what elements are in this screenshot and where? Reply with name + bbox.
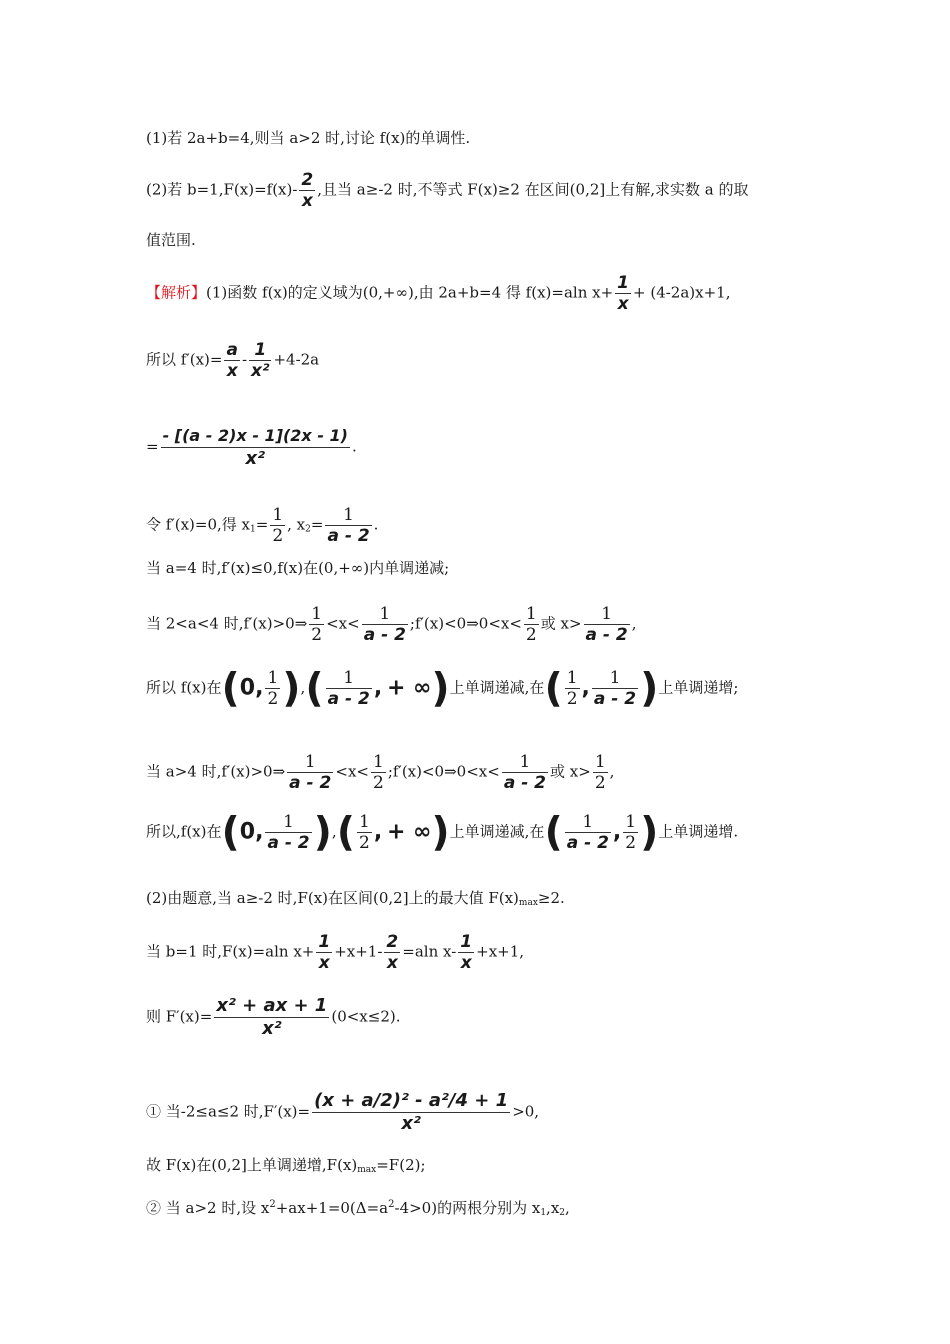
fraction-F-derivative: $\frac{\text{x² + ax + 1}}{\text{x²}}$ bbox=[216, 995, 328, 1039]
fraction-1-over-a-2: $\frac{1}{a - 2}$ bbox=[289, 752, 332, 793]
fraction-half: $\frac{1}{2}$ bbox=[372, 752, 384, 793]
fraction-1-over-a-2: $\frac{1}{a - 2}$ bbox=[267, 812, 310, 853]
fraction-completed-square: $\frac{\text{(x + a/2)² - a²/4 + 1}}{\text{x²}}$ bbox=[314, 1090, 509, 1134]
fraction-factored: $\frac{- [(a - 2)x - 1](2x - 1)}{\text{x²}}$ bbox=[162, 426, 348, 469]
analysis-tag: 【解析】 bbox=[146, 283, 207, 302]
fraction-half: $\frac{1}{2}$ bbox=[625, 812, 637, 853]
fraction-1-over-x: $\frac{1}{x}$ bbox=[460, 932, 473, 973]
fraction-1-over-a-2: $\frac{1}{a - 2}$ bbox=[593, 668, 637, 709]
fraction-a-over-x: $\frac{a}{x}$ bbox=[226, 340, 238, 381]
question-part1: (1)若 2a+b=4,则当 a>2 时,讨论 f(x)的单调性. bbox=[146, 129, 471, 147]
derivative-factored: = $\frac{- [(a - 2)x - 1](2x - 1)}{\text{x²}}$ . bbox=[146, 426, 357, 469]
fraction-1-over-x2: $\frac{1}{\text{x²}}$ bbox=[251, 340, 270, 381]
fraction-1-over-a-2: $\frac{1}{a - 2}$ bbox=[327, 668, 370, 709]
monotonic-interval-2: 所以,f(x)在(0, $\frac{1}{a - 2}$ ),( $\frac{1}{2}$ , + ∞)上单调递减,在( $\frac{1}{a - 2}$ , $\frac{1}{2}$ )上单调递增. bbox=[146, 809, 739, 856]
fraction-1-over-a-2: $\frac{1}{a - 2}$ bbox=[363, 604, 406, 645]
case-1: ① 当-2≤a≤2 时,F′(x)= $\frac{\text{(x + a/2)² - a²/4 + 1}}{\text{x²}}$ >0, bbox=[146, 1090, 540, 1134]
fraction-1-over-a-2: $\frac{1}{a - 2}$ bbox=[566, 812, 609, 853]
question-part2-tail: 值范围. bbox=[146, 231, 196, 249]
fraction-half: $\frac{1}{2}$ bbox=[267, 668, 279, 709]
fraction-2-over-x: $\frac{2}{x}$ bbox=[386, 932, 399, 973]
fraction-half: $\frac{1}{2}$ bbox=[594, 752, 606, 793]
case-2-lt-a-lt-4: 当 2<a<4 时,f′(x)>0⇒ $\frac{1}{2}$ <x< $\frac{1}{a - 2}$ ;f′(x)<0⇒0<x< $\frac{1}{2}$ 或 x> $\frac{1}{a - 2}$ , bbox=[146, 604, 637, 645]
fraction-half: $\frac{1}{2}$ bbox=[311, 604, 323, 645]
case-a-gt-4: 当 a>4 时,f′(x)>0⇒ $\frac{1}{a - 2}$ <x< $\frac{1}{2}$ ;f′(x)<0⇒0<x< $\frac{1}{a - 2}$ 或 x> $\frac{1}{2}$ , bbox=[146, 752, 615, 793]
roots-line: 令 f′(x)=0,得 $x_1=$ $\frac{1}{2}$ , $x_2=$ $\frac{1}{a - 2}$ . bbox=[146, 505, 379, 546]
part2-intro: (2)由题意,当 a≥-2 时,F(x)在区间(0,2]上的最大值 $F(x)_{max}\ge 2$. bbox=[146, 889, 565, 908]
fraction-half: $\frac{1}{2}$ bbox=[566, 668, 578, 709]
case-a-eq-4: 当 a=4 时,f′(x)≤0,f(x)在(0,+∞)内单调递减; bbox=[146, 559, 450, 577]
fraction-1-over-a-2: $\frac{1}{a - 2}$ bbox=[503, 752, 547, 793]
question-part2: (2)若 b=1,F(x)=f(x)- $\frac{2}{x}$ ,且当 a≥-2 时,不等式 F(x)≥2 在区间(0,2]上有解,求实数 a 的取 bbox=[146, 170, 749, 211]
F-expression: 当 b=1 时,F(x)=aln x+ $\frac{1}{x}$ +x+1- $\frac{2}{x}$ =aln x- $\frac{1}{x}$ +x+1, bbox=[146, 932, 525, 973]
monotonic-interval-1: 所以 f(x)在(0, $\frac{1}{2}$ ),( $\frac{1}{a - 2}$ , + ∞)上单调递减,在( $\frac{1}{2}$ , $\frac{1}{a - 2}$ )上单调递增; bbox=[146, 665, 739, 712]
fraction-half: $\frac{1}{2}$ bbox=[272, 505, 284, 546]
case-2: ② 当 a>2 时,设 $x^2+ax+1=0(\Delta=a^2-4>0)$的两根分别为 $x_1,x_2$, bbox=[146, 1199, 570, 1218]
case-1-conclusion: 故 F(x)在(0,2]上单调递增$,F(x)_{max}=F(2)$; bbox=[146, 1156, 426, 1175]
fraction-half: $\frac{1}{2}$ bbox=[358, 812, 370, 853]
fraction-2-over-x: $\frac{2}{x}$ bbox=[301, 170, 314, 211]
fraction-1-over-x: $\frac{1}{x}$ bbox=[617, 273, 629, 314]
derivative-line: 所以 f′(x)= $\frac{a}{x}$ - $\frac{1}{\text{x²}}$ +4-2a bbox=[146, 340, 320, 381]
F-derivative: 则 F′(x)= $\frac{\text{x² + ax + 1}}{\text{x²}}$ (0<x≤2). bbox=[146, 995, 401, 1039]
fraction-1-over-a-2: $\frac{1}{a - 2}$ bbox=[327, 505, 370, 546]
solution-intro: 【解析】(1)函数 f(x)的定义域为(0,+∞),由 2a+b=4 得 f(x)=aln x+ $\frac{1}{x}$ + (4-2a)x+1, bbox=[146, 273, 731, 314]
fraction-1-over-x: $\frac{1}{x}$ bbox=[318, 932, 331, 973]
fraction-half: $\frac{1}{2}$ bbox=[525, 604, 537, 645]
fraction-1-over-a-2: $\frac{1}{a - 2}$ bbox=[585, 604, 628, 645]
